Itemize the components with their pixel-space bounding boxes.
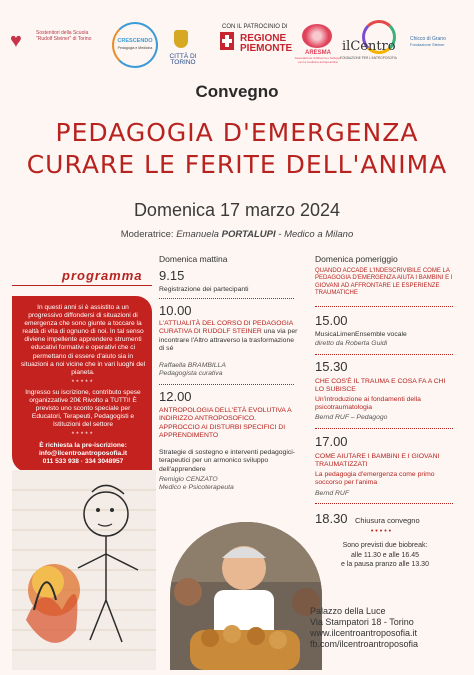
afternoon-time-3: 17.00: [315, 434, 348, 449]
event-type: Convegno: [195, 82, 279, 101]
morning-speaker-2: Raffaella BRAMBILLA: [159, 362, 226, 369]
logo-bar: [0, 0, 474, 72]
volunteer-photo: [170, 522, 322, 670]
morning-block-2: [159, 320, 299, 353]
morning-heading: Domenica mattina: [159, 254, 228, 264]
afternoon-desc-2: Un'introduzione ai fondamenti della psicotraumatologia: [315, 396, 421, 412]
patrocinio-label: CON IL PATROCINIO DI: [222, 24, 288, 30]
programma-heading: programma: [62, 268, 143, 283]
moderator-last-name: PORTALUPI: [221, 229, 276, 240]
morning-desc-2: una via per incontrare l'Altro attraverso la trasformazione di sé: [159, 328, 298, 352]
venue-facebook[interactable]: fb.com/ilcentroantroposofia: [310, 639, 419, 649]
crescendo-sub: Pedagogia e Medicina: [117, 46, 153, 50]
afternoon-divider-2: [315, 428, 453, 429]
stars-divider-2: *****: [71, 431, 95, 439]
venue-name: Palazzo della Luce: [310, 606, 386, 616]
afternoon-speaker-3: Bernd RUF: [315, 490, 349, 497]
moderator-line: [0, 229, 474, 240]
citta-label: CITTÀ DI TORINO: [169, 53, 197, 66]
afternoon-dir-1: diretto da Roberta Guidi: [315, 340, 388, 347]
afternoon-time-1: 15.00: [315, 313, 348, 328]
morning-title-2: L'ATTUALITÀ DEL CORSO DI PEDAGOGIA CURATIVA DI RUDOLF STEINER: [159, 320, 293, 336]
morning-divider-2: [159, 384, 294, 385]
morning-time-3: 12.00: [159, 389, 192, 404]
ilcentro-label: ilCentro: [342, 39, 396, 54]
afternoon-item-4: Chiusura convegno: [355, 516, 420, 525]
morning-desc-3: Strategie di sostegno e interventi pedagogici-terapeutici per un armonico sviluppo dell'apprendere: [159, 449, 296, 473]
afternoon-speaker-line-2: [315, 414, 455, 422]
dots-divider: •••••: [370, 528, 394, 535]
morning-time-1: 9.15: [159, 268, 185, 283]
afternoon-desc-3: La pedagogia d'emergenza come primo soccorso per l'anima: [315, 471, 435, 487]
afternoon-divider-3: [315, 503, 453, 504]
venue-website[interactable]: www.ilcentroantroposofia.it: [310, 628, 418, 638]
morning-title-3: ANTROPOLOGIA DELL'ETÀ EVOLUTIVA A INDIRIZZO ANTROPOSOFICO. APPROCCIO AI DISTURBI SPECIFICI DI APPRENDIMENTO: [159, 407, 292, 439]
stars-divider: *****: [71, 378, 95, 386]
moderator-role: - Medico a Milano: [275, 229, 354, 240]
iscrizione-text: Ingresso su iscrizione, contributo spese organizzative 20€ Rivolto a TUTTI! È previsto uno sconto speciale per Educatori, Terapeuti, Pedagogisti e Istituzioni del settore: [25, 388, 141, 429]
chicco-line2: Fondazione Steiner: [410, 42, 445, 47]
preiscrizione-label: È richiesta la pre-iscrizione:: [39, 441, 127, 449]
sostenitori-line2: "Rudolf Steiner" di Torino: [36, 36, 92, 42]
regione-line1: REGIONE: [240, 33, 287, 44]
afternoon-item-1: MusicaLimenEnsemble vocale: [315, 331, 407, 338]
venue-block: [310, 606, 470, 650]
programma-underline: [12, 285, 152, 286]
morning-role-3: Medico e Psicoterapeuta: [159, 484, 234, 491]
moderator-first-name: Emanuela: [176, 229, 219, 240]
morning-speaker-3: Remigio CENZATO: [159, 476, 218, 483]
intro-text: In questi anni si è assistito a un progressivo diffondersi di situazioni di emergenza che sono giunte a toccare la realtà di vita di ognuno di noi. In tal senso diviene impellente apprendere strumenti educativi formativi e operativi che ci permettano di essere d'aiuto sia in situazioni a noi vicine che in vari luoghi del pianeta.: [20, 304, 146, 376]
afternoon-divider-0: [315, 306, 453, 307]
regione-flag-icon: [220, 32, 234, 50]
afternoon-speaker-2: Bernd RUF: [315, 414, 349, 421]
heart-icon: ♥: [10, 30, 22, 52]
morning-divider-1: [159, 298, 294, 299]
afternoon-time-4: 18.30: [315, 511, 348, 526]
afternoon-title-2: CHE COS'È IL TRAUMA E COSA FA A CHI LO SUBISCE: [315, 378, 446, 394]
info-box: [12, 296, 152, 472]
afternoon-heading: Domenica pomeriggio: [315, 254, 398, 264]
aresma-spiral-icon: [302, 24, 332, 48]
biobreak-line1: Sono previsti due biobreak:: [342, 542, 428, 549]
morning-item-1: Registrazione dei partecipanti: [159, 286, 249, 293]
aresma-label: ARESMA: [304, 50, 331, 56]
morning-role-2: Pedagogista curativa: [159, 370, 223, 377]
event-date: Domenica 17 marzo 2024: [133, 200, 341, 220]
venue-address: Via Stampatori 18 - Torino: [310, 617, 414, 627]
moderator-label: Moderatrice:: [120, 229, 174, 240]
afternoon-time-2: 15.30: [315, 359, 348, 374]
sostenitori-line1: Sostenitori della Scuola: [36, 30, 89, 36]
aresma-sub: Associazione di Ricerca e Sviluppo per la medicina antroposofica: [294, 56, 342, 64]
chicco-line1: Chicco di Grano: [410, 36, 446, 42]
title-line1: PEDAGOGIA D'EMERGENZA: [55, 118, 419, 147]
biobreak-line2: alle 11.30 e alle 16.45: [351, 551, 419, 559]
contact-email[interactable]: info@ilcentroantroposofia.it: [38, 449, 128, 457]
regione-line2: PIEMONTE: [240, 43, 293, 54]
crescendo-label: CRESCENDO: [117, 38, 153, 44]
title-line2: CURARE LE FERITE DELL'ANIMA: [26, 150, 448, 179]
afternoon-role-2: – Pedagogo: [348, 414, 388, 421]
sostenitori-logo: [8, 24, 108, 52]
bull-crest-icon: [174, 30, 188, 48]
afternoon-title-3: COME AIUTARE I BAMBINI E I GIOVANI TRAUMATIZZATI: [315, 453, 440, 469]
biobreak-block: [315, 541, 455, 570]
afternoon-intro-title: QUANDO ACCADE L'INDESCRIVIBILE COME LA PEDAGOGIA D'EMERGENZA AIUTA I BAMBINI E I GIOVANI AD AFFRONTARE LE ESPERIENZE TRAUMATICHE: [315, 268, 453, 297]
child-drawing-illustration: [12, 470, 156, 670]
afternoon-divider-1: [315, 354, 453, 355]
ilcentro-sub: FONDAZIONE PER L'ANTROPOSOFIA: [340, 56, 397, 60]
closing-line: [315, 510, 465, 528]
biobreak-line3: e la pausa pranzo alle 13.30: [341, 561, 429, 568]
morning-time-2: 10.00: [159, 303, 192, 318]
contact-phones: 011 533 938 · 334 3048957: [42, 457, 124, 465]
